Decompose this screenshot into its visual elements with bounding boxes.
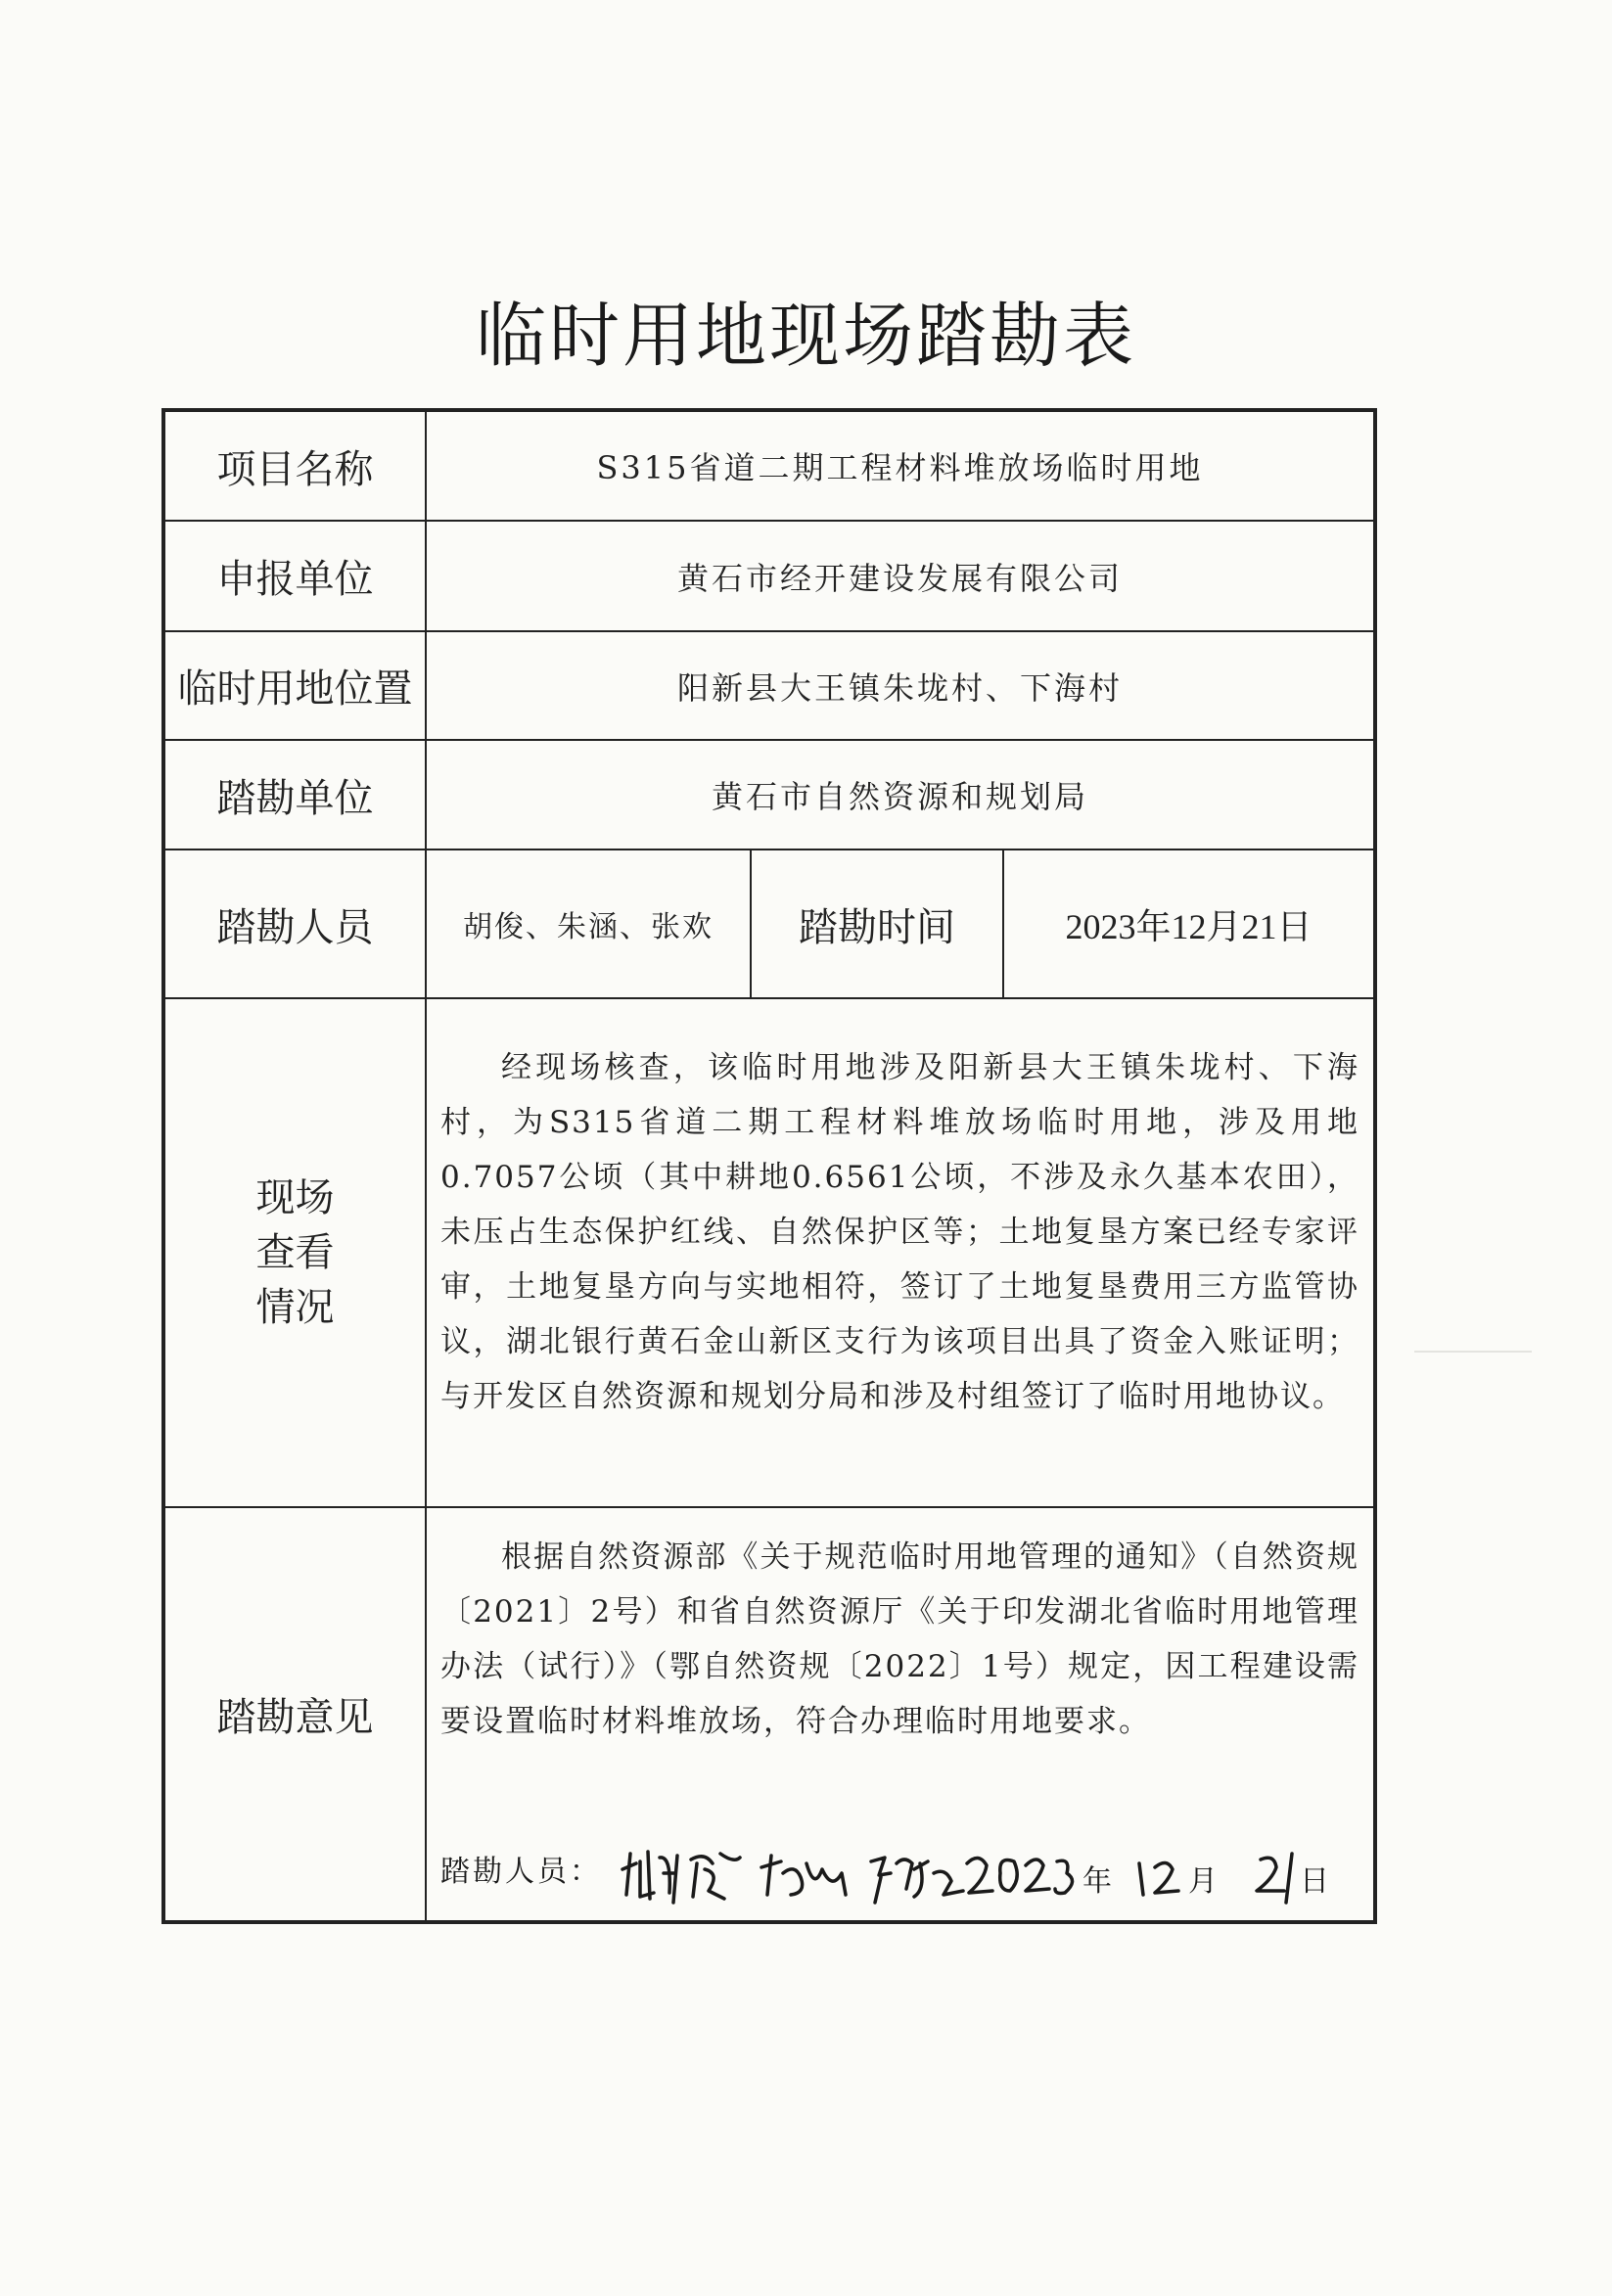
surveyors-label: 踏勘人员	[163, 850, 426, 998]
svg-text:日: 日	[1299, 1864, 1332, 1899]
opinion-cell	[426, 1507, 1375, 1922]
opinion-inner	[427, 1530, 1373, 1942]
site-inspection-cell	[426, 998, 1375, 1507]
survey-time-label: 踏勘时间	[751, 850, 1003, 998]
signer-row	[440, 1834, 1378, 1912]
signer-label: 踏勘人员：	[440, 1855, 602, 1889]
survey-unit-value: 黄石市自然资源和规划局	[426, 740, 1375, 850]
site-inspection-label-line: 查看	[255, 1230, 335, 1275]
opinion-label: 踏勘意见	[163, 1507, 426, 1922]
project-name-value: S315省道二期工程材料堆放场临时用地	[426, 410, 1375, 521]
handwritten-signatures-and-date	[615, 1834, 1378, 1912]
page-title: 临时用地现场踏勘表	[475, 295, 1136, 377]
svg-text:年: 年	[1082, 1864, 1115, 1899]
row-surveyors	[163, 850, 1375, 998]
scan-artifact	[1414, 1351, 1532, 1353]
svg-text:月: 月	[1187, 1864, 1221, 1899]
opinion-text: 根据自然资源部《关于规范临时用地管理的通知》（自然资规〔2021〕2号）和省自然资源厅《关于印发湖北省临时用地管理办法（试行）》（鄂自然资规〔2022〕1号）规定，因工程建设需要设置临时材料堆放场，符合办理临时用地要求。	[440, 1539, 1359, 1739]
row-project-name	[163, 410, 1375, 521]
row-opinion	[163, 1507, 1375, 1922]
survey-unit-label: 踏勘单位	[163, 740, 426, 850]
row-survey-unit	[163, 740, 1375, 850]
row-location	[163, 631, 1375, 740]
surveyors-value: 胡俊、朱涵、张欢	[426, 850, 751, 998]
site-inspection-label-line: 现场	[255, 1175, 335, 1220]
site-inspection-label-line: 情况	[255, 1285, 335, 1330]
location-label: 临时用地位置	[163, 631, 426, 740]
site-inspection-label	[163, 998, 426, 1507]
applicant-label: 申报单位	[163, 521, 426, 631]
row-site-inspection	[163, 998, 1375, 1507]
location-value: 阳新县大王镇朱垅村、下海村	[426, 631, 1375, 740]
survey-time-value: 2023年12月21日	[1003, 850, 1375, 998]
row-applicant	[163, 521, 1375, 631]
site-inspection-text: 经现场核查，该临时用地涉及阳新县大王镇朱垅村、下海村，为S315省道二期工程材料堆放场临时用地，涉及用地0.7057公顷（其中耕地0.6561公顷，不涉及永久基本农田），未压占生态保护红线、自然保护区等；土地复垦方案已经专家评审，土地复垦方向与实地相符，签订了土地复垦费用三方监管协议，湖北银行黄石金山新区支行为该项目出具了资金入账证明；与开发区自然资源和规划分局和涉及村组签订了临时用地协议。	[440, 1050, 1359, 1414]
project-name-label: 项目名称	[163, 410, 426, 521]
survey-form-table	[161, 408, 1377, 1924]
applicant-value: 黄石市经开建设发展有限公司	[426, 521, 1375, 631]
